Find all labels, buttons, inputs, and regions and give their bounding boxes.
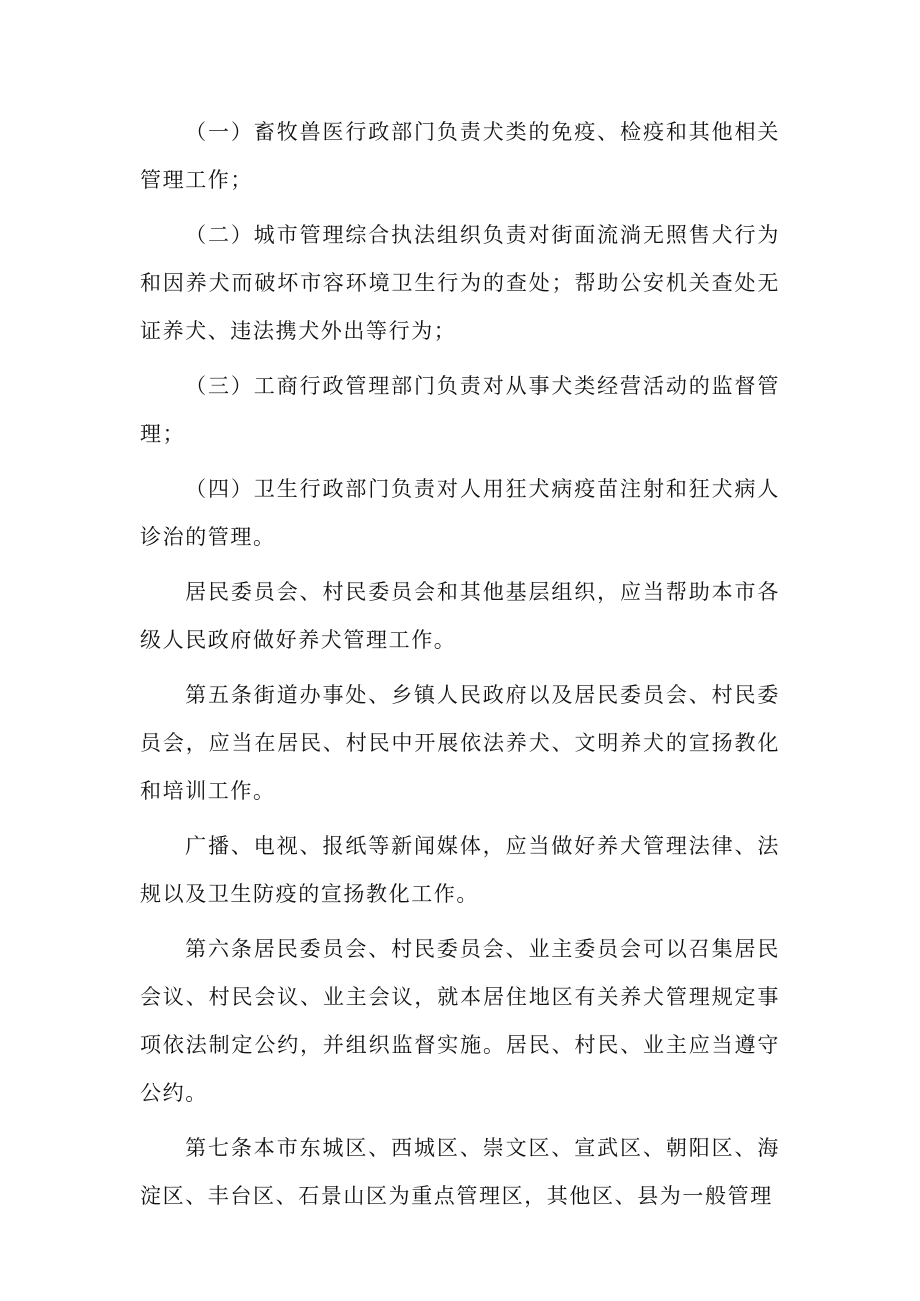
paragraph-item-2: （二）城市管理综合执法组织负责对街面流淌无照售犬行为和因养犬而破坏市容环境卫生行为的查处；帮助公安机关查处无证养犬、违法携犬外出等行为； — [140, 223, 780, 343]
paragraph-item-4: （四）卫生行政部门负责对人用狂犬病疫苗注射和狂犬病人诊治的管理。 — [140, 477, 780, 549]
paragraph-article-5: 第五条街道办事处、乡镇人民政府以及居民委员会、村民委员会，应当在居民、村民中开展依法养犬、文明养犬的宣扬教化和培训工作。 — [140, 683, 780, 803]
paragraph-article-6: 第六条居民委员会、村民委员会、业主委员会可以召集居民会议、村民会议、业主会议，就本居住地区有关养犬管理规定事项依法制定公约，并组织监督实施。居民、村民、业主应当遵守公约。 — [140, 937, 780, 1105]
paragraph-article-7: 第七条本市东城区、西城区、崇文区、宣武区、朝阳区、海淀区、丰台区、石景山区为重点管理区，其他区、县为一般管理 — [140, 1136, 780, 1208]
paragraph-item-1: （一）畜牧兽医行政部门负责犬类的免疫、检疫和其他相关管理工作； — [140, 120, 780, 192]
paragraph-media: 广播、电视、报纸等新闻媒体，应当做好养犬管理法律、法规以及卫生防疫的宣扬教化工作。 — [140, 834, 780, 906]
document-body — [140, 108, 780, 1227]
paragraph-resident-committees: 居民委员会、村民委员会和其他基层组织，应当帮助本市各级人民政府做好养犬管理工作。 — [140, 580, 780, 652]
paragraph-item-3: （三）工商行政管理部门负责对从事犬类经营活动的监督管理； — [140, 374, 780, 446]
